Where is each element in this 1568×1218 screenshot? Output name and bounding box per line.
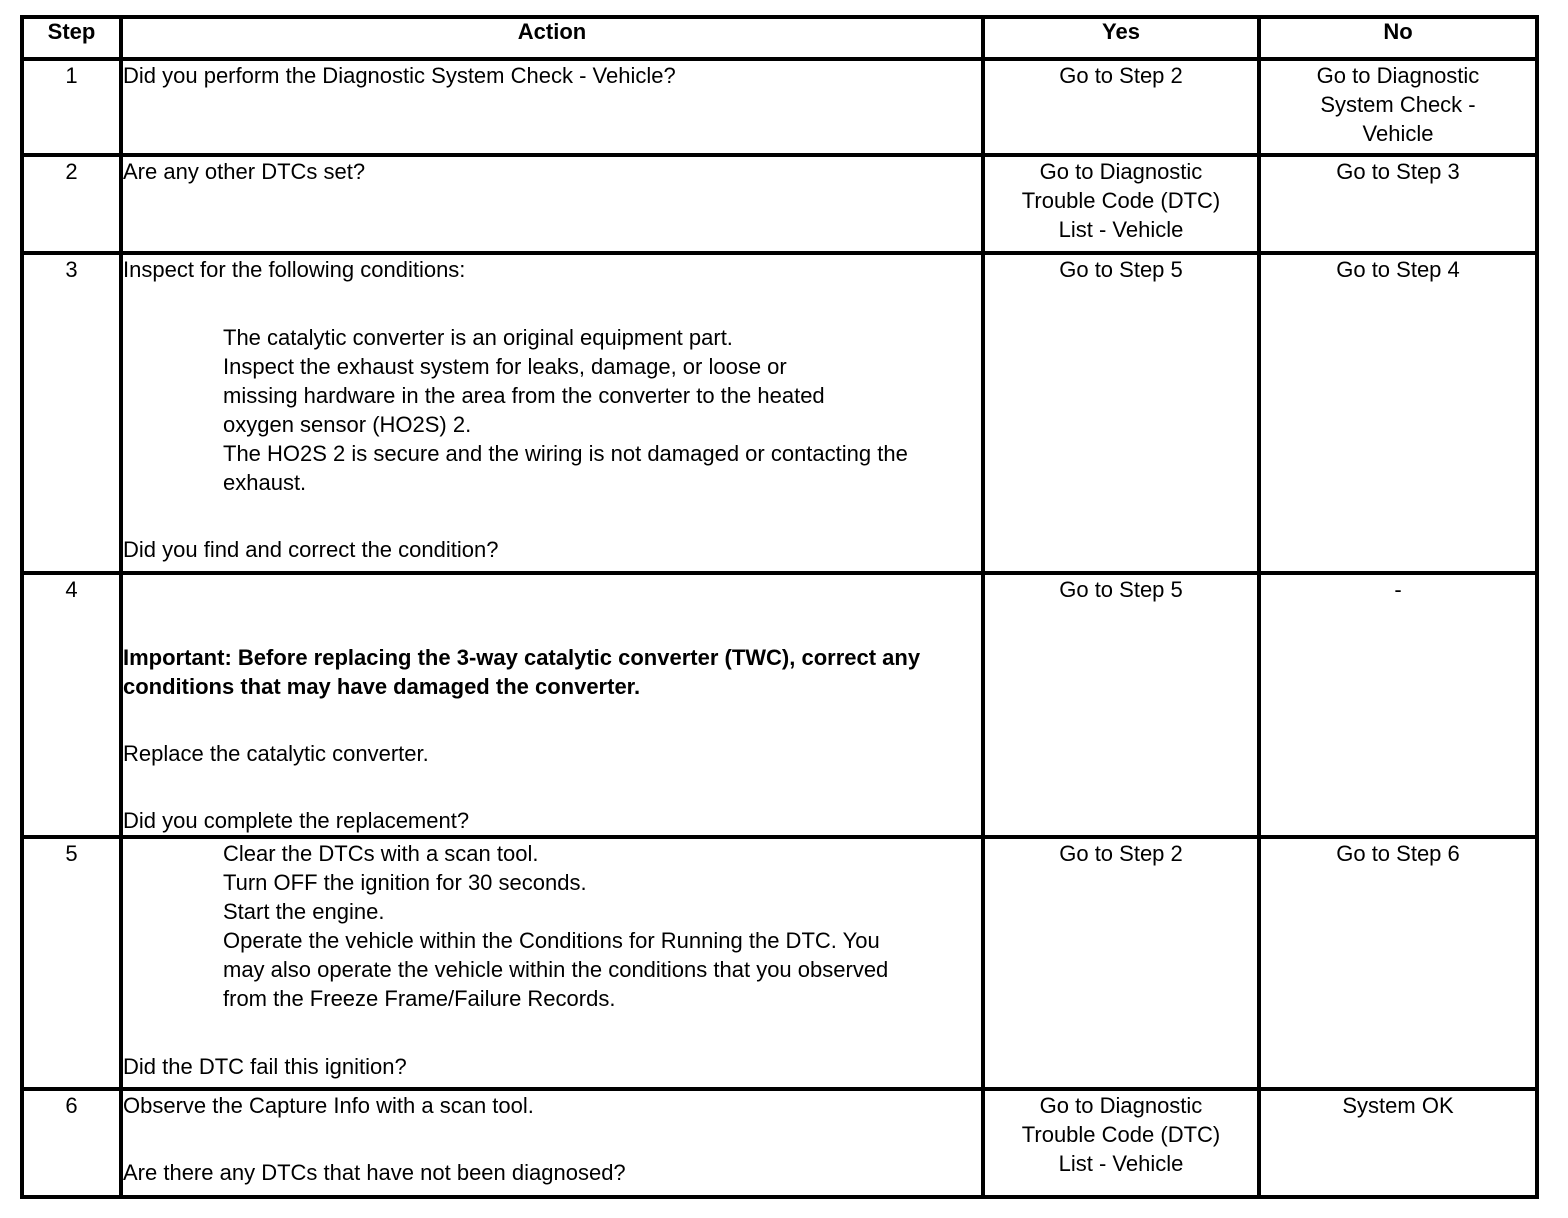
- yes-link[interactable]: Go to Step 2: [1059, 841, 1183, 866]
- yes-cell: [983, 155, 1259, 253]
- question-text: Did you complete the replacement?: [123, 808, 470, 833]
- yes-cell: [983, 837, 1259, 1089]
- step-number: 2: [22, 155, 121, 253]
- instruction-text: Observe the Capture Info with a scan tool.: [123, 1093, 534, 1118]
- no-cell: [1259, 1089, 1537, 1197]
- no-cell: [1259, 837, 1537, 1089]
- no-cell: [1259, 253, 1537, 573]
- no-cell: [1259, 573, 1537, 837]
- condition-item: The catalytic converter is an original equipment part.: [223, 325, 733, 350]
- important-note: Important: Before replacing the 3-way catalytic converter (TWC), correct any conditions that may have damaged the converter.: [123, 645, 921, 699]
- step-number: 5: [22, 837, 121, 1089]
- diagnostic-table: [20, 15, 1539, 1199]
- action-cell: [121, 837, 983, 1089]
- no-value: -: [1394, 577, 1402, 602]
- question-text: Are there any DTCs that have not been diagnosed?: [123, 1160, 626, 1185]
- table-row: [22, 1089, 1537, 1197]
- question-text: Did the DTC fail this ignition?: [123, 1054, 407, 1079]
- yes-cell: [983, 573, 1259, 837]
- no-link[interactable]: Go to Step 6: [1336, 841, 1460, 866]
- question-text: Did you find and correct the condition?: [123, 537, 499, 562]
- yes-cell: [983, 253, 1259, 573]
- condition-item: Inspect the exhaust system for leaks, damage, or loose or missing hardware in the area from the converter to the heated oxygen sensor (HO2S) 2.: [223, 354, 825, 437]
- no-link-line[interactable]: Vehicle: [1362, 121, 1434, 146]
- header-step: Step: [22, 17, 121, 59]
- no-link-line[interactable]: Go to Diagnostic: [1316, 63, 1480, 88]
- procedure-item: Clear the DTCs with a scan tool.: [223, 841, 539, 866]
- header-row: [22, 17, 1537, 59]
- header-action: Action: [121, 17, 983, 59]
- yes-cell: [983, 1089, 1259, 1197]
- step-number: 6: [22, 1089, 121, 1197]
- yes-link-line[interactable]: List - Vehicle: [1058, 217, 1184, 242]
- yes-cell: [983, 59, 1259, 155]
- question-text: Are any other DTCs set?: [123, 159, 366, 184]
- table-row: [22, 573, 1537, 837]
- condition-list: [123, 323, 908, 497]
- no-cell: [1259, 59, 1537, 155]
- no-link[interactable]: Go to Step 3: [1336, 159, 1460, 184]
- action-cell: [121, 253, 983, 573]
- yes-link-line[interactable]: List - Vehicle: [1058, 1151, 1184, 1176]
- question-text: Did you perform the Diagnostic System Check - Vehicle?: [123, 63, 676, 88]
- no-cell: [1259, 155, 1537, 253]
- intro-text: Inspect for the following conditions:: [123, 257, 466, 282]
- procedure-item: Operate the vehicle within the Conditions for Running the DTC. You may also operate the vehicle within the conditions that you observed from the Freeze Frame/Failure Records.: [223, 928, 889, 1011]
- instruction-text: Replace the catalytic converter.: [123, 741, 429, 766]
- procedure-item: Start the engine.: [223, 899, 385, 924]
- action-cell: [121, 155, 983, 253]
- yes-link[interactable]: Go to Step 5: [1059, 257, 1183, 282]
- action-cell: [121, 573, 983, 837]
- procedure-item: Turn OFF the ignition for 30 seconds.: [223, 870, 587, 895]
- action-cell: [121, 1089, 983, 1197]
- yes-link-line[interactable]: Trouble Code (DTC): [1021, 188, 1221, 213]
- action-cell: [121, 59, 983, 155]
- yes-link[interactable]: Go to Step 2: [1059, 63, 1183, 88]
- no-link-line[interactable]: System Check -: [1320, 92, 1476, 117]
- no-result: System OK: [1342, 1093, 1454, 1118]
- yes-link-line[interactable]: Trouble Code (DTC): [1021, 1122, 1221, 1147]
- header-no: No: [1259, 17, 1537, 59]
- table-row: [22, 837, 1537, 1089]
- step-number: 3: [22, 253, 121, 573]
- step-number: 4: [22, 573, 121, 837]
- yes-link[interactable]: Go to Step 5: [1059, 577, 1183, 602]
- header-yes: Yes: [983, 17, 1259, 59]
- no-link[interactable]: Go to Step 4: [1336, 257, 1460, 282]
- table-row: [22, 253, 1537, 573]
- table-row: [22, 59, 1537, 155]
- procedure-list: [123, 839, 923, 1013]
- table-row: [22, 155, 1537, 253]
- step-number: 1: [22, 59, 121, 155]
- yes-link-line[interactable]: Go to Diagnostic: [1039, 1093, 1203, 1118]
- yes-link-line[interactable]: Go to Diagnostic: [1039, 159, 1203, 184]
- condition-item: The HO2S 2 is secure and the wiring is not damaged or contacting the exhaust.: [223, 441, 908, 495]
